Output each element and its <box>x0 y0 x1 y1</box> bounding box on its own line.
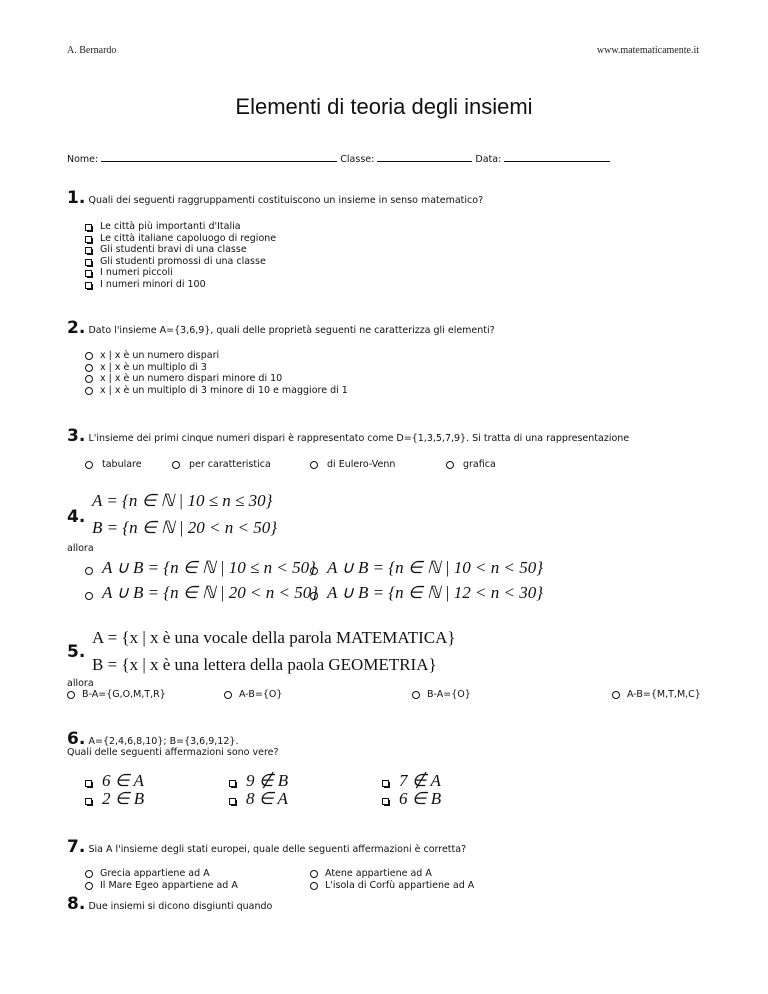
question-number: 4. <box>67 507 86 527</box>
question-text: Quali dei seguenti raggruppamenti costituiscono un insieme in senso matematico? <box>88 195 484 206</box>
radio-icon[interactable] <box>85 375 93 383</box>
data-field[interactable] <box>504 151 610 162</box>
page-title: Elementi di teoria degli insiemi <box>235 94 533 119</box>
set-b-definition: B = {x | x è una lettera della paola GEOMETRIA} <box>92 655 437 674</box>
checkbox-icon[interactable] <box>382 780 389 787</box>
radio-icon[interactable] <box>85 461 93 469</box>
question-text: Sia A l'insieme degli stati europei, quale delle seguenti affermazioni è corretta? <box>88 844 467 855</box>
checkbox-icon[interactable] <box>85 270 92 277</box>
question-3 <box>67 426 629 446</box>
checkbox-option[interactable]: Gli studenti promossi di una classe <box>85 256 276 268</box>
checkbox-option[interactable]: I numeri minori di 100 <box>85 279 276 291</box>
radio-option[interactable]: x | x è un numero dispari <box>85 350 348 362</box>
classe-label: Classe: <box>340 154 375 165</box>
checkbox-option[interactable]: Le città più importanti d'Italia <box>85 221 276 233</box>
radio-icon[interactable] <box>85 882 93 890</box>
question-text: A={2,4,6,8,10}; B={3,6,9,12}. <box>88 736 239 747</box>
radio-icon[interactable] <box>85 592 93 600</box>
checkbox-option[interactable]: Le città italiane capoluogo di regione <box>85 233 276 245</box>
question-number: 8. <box>67 894 86 914</box>
radio-icon[interactable] <box>310 461 318 469</box>
radio-icon[interactable] <box>85 352 93 360</box>
radio-icon[interactable] <box>85 567 93 575</box>
checkbox-icon[interactable] <box>229 780 236 787</box>
question-2 <box>67 318 495 338</box>
question-1 <box>67 188 483 208</box>
question-number: 3. <box>67 426 86 446</box>
allora-label: allora <box>67 543 94 554</box>
radio-icon[interactable] <box>310 567 318 575</box>
checkbox-icon[interactable] <box>85 259 92 266</box>
question-7 <box>67 837 466 857</box>
data-label: Data: <box>475 154 502 165</box>
radio-icon[interactable] <box>85 364 93 372</box>
radio-option[interactable]: x | x è un multiplo di 3 <box>85 362 348 374</box>
radio-icon[interactable] <box>224 691 232 699</box>
radio-icon[interactable] <box>446 461 454 469</box>
checkbox-icon[interactable] <box>382 798 389 805</box>
set-b-definition: B = {n ∈ ℕ | 20 < n < 50} <box>92 518 277 537</box>
radio-icon[interactable] <box>172 461 180 469</box>
checkbox-icon[interactable] <box>85 247 92 254</box>
form-line <box>67 151 610 165</box>
question-number: 1. <box>67 188 86 208</box>
checkbox-option[interactable]: Gli studenti bravi di una classe <box>85 244 276 256</box>
classe-field[interactable] <box>377 151 472 162</box>
question-text: Dato l'insieme A={3,6,9}, quali delle proprietà seguenti ne caratterizza gli elementi? <box>88 325 495 336</box>
question-number: 2. <box>67 318 86 338</box>
set-a-definition: A = {n ∈ ℕ | 10 ≤ n ≤ 30} <box>92 491 273 510</box>
question-text: Due insiemi si dicono disgiunti quando <box>88 901 273 912</box>
radio-icon[interactable] <box>310 592 318 600</box>
allora-label: allora <box>67 678 94 689</box>
nome-label: Nome: <box>67 154 99 165</box>
checkbox-option[interactable]: I numeri piccoli <box>85 267 276 279</box>
nome-field[interactable] <box>101 151 337 162</box>
question-text-2: Quali delle seguenti affermazioni sono vere? <box>67 747 279 758</box>
radio-icon[interactable] <box>412 691 420 699</box>
q2-options <box>85 350 348 396</box>
question-number: 6. <box>67 729 86 749</box>
checkbox-icon[interactable] <box>85 282 92 289</box>
set-a-definition: A = {x | x è una vocale della parola MATEMATICA} <box>92 628 456 647</box>
radio-icon[interactable] <box>310 870 318 878</box>
header-author: A. Bernardo <box>67 45 117 56</box>
checkbox-icon[interactable] <box>229 798 236 805</box>
question-8 <box>67 894 272 914</box>
radio-icon[interactable] <box>85 387 93 395</box>
checkbox-icon[interactable] <box>85 798 92 805</box>
question-number: 5. <box>67 642 86 662</box>
q1-options <box>85 221 276 290</box>
radio-option[interactable]: x | x è un multiplo di 3 minore di 10 e maggiore di 1 <box>85 385 348 397</box>
header-site: www.matematicamente.it <box>596 45 699 56</box>
question-number: 7. <box>67 837 86 857</box>
radio-icon[interactable] <box>310 882 318 890</box>
question-6 <box>67 729 238 749</box>
checkbox-icon[interactable] <box>85 236 92 243</box>
radio-icon[interactable] <box>67 691 75 699</box>
question-text: L'insieme dei primi cinque numeri dispari è rappresentato come D={1,3,5,7,9}. Si tratta di una rappresentazione <box>88 433 630 444</box>
radio-icon[interactable] <box>612 691 620 699</box>
checkbox-icon[interactable] <box>85 224 92 231</box>
checkbox-icon[interactable] <box>85 780 92 787</box>
radio-icon[interactable] <box>85 870 93 878</box>
radio-option[interactable]: x | x è un numero dispari minore di 10 <box>85 373 348 385</box>
